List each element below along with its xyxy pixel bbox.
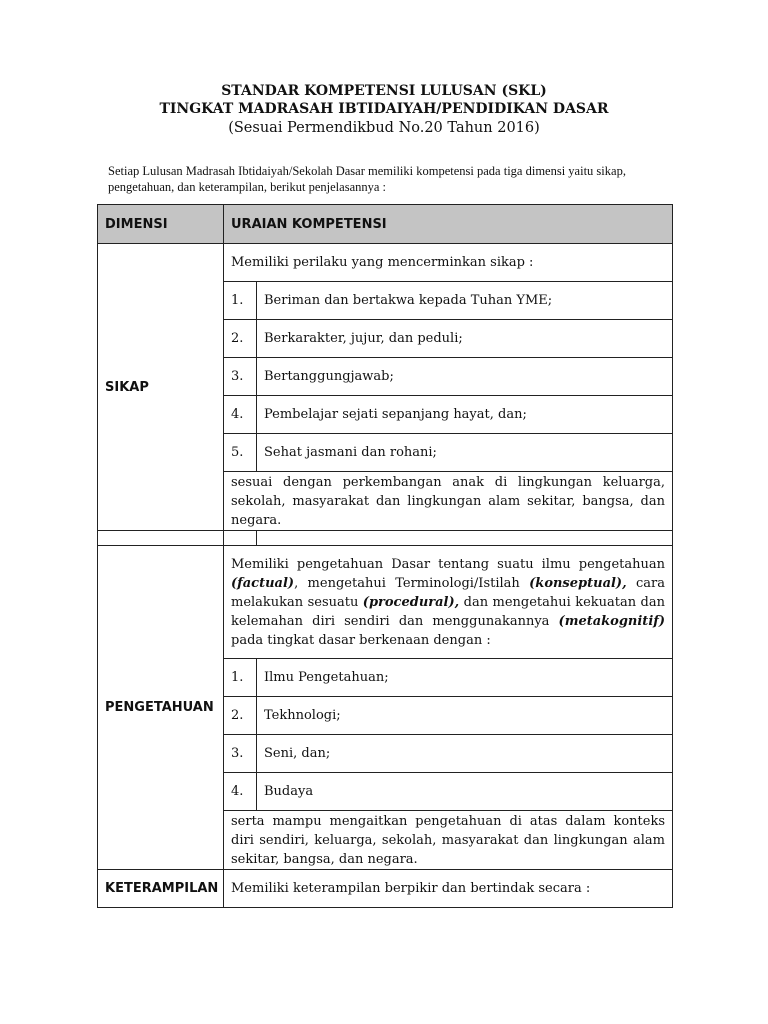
header-uraian: URAIAN KOMPETENSI (224, 205, 673, 244)
sikap-item-text: Beriman dan bertakwa kepada Tuhan YME; (257, 282, 673, 320)
keterampilan-lead: Memiliki keterampilan berpikir dan bertindak secara : (224, 870, 673, 908)
term-factual: (factual) (231, 575, 295, 591)
sikap-item-text: Sehat jasmani dan rohani; (257, 434, 673, 472)
spacer-cell (98, 531, 224, 546)
pengetahuan-item-num: 3. (224, 735, 257, 773)
spacer-cell (224, 531, 257, 546)
sikap-item-num: 3. (224, 358, 257, 396)
pengetahuan-lead: Memiliki pengetahuan Dasar tentang suatu ilmu pengetahuan (factual), mengetahui Terminologi/Istilah (konseptual), cara melakukan sesuatu (procedural), dan mengetahui kekuatan dan kelemahan diri sendiri dan menggunakannya (metakognitif) pada tingkat dasar berkenaan dengan : (224, 546, 673, 659)
term-procedural: (procedural), (362, 594, 460, 610)
term-konseptual: (konseptual), (529, 575, 627, 591)
doc-title-line1: STANDAR KOMPETENSI LULUSAN (SKL) (221, 83, 547, 99)
sikap-lead: Memiliki perilaku yang mencerminkan sikap : (224, 244, 673, 282)
sikap-item-text: Pembelajar sejati sepanjang hayat, dan; (257, 396, 673, 434)
sikap-item-text: Berkarakter, jujur, dan peduli; (257, 320, 673, 358)
skl-table (97, 204, 673, 908)
header-dimensi: DIMENSI (98, 205, 224, 244)
doc-title-line3: (Sesuai Permendikbud No.20 Tahun 2016) (228, 120, 540, 136)
sikap-closing: sesuai dengan perkembangan anak di lingkungan keluarga, sekolah, masyarakat dan lingkungan alam sekitar, bangsa, dan negara. (224, 472, 673, 531)
pengetahuan-item-text: Seni, dan; (257, 735, 673, 773)
spacer-cell (257, 531, 673, 546)
sikap-item-num: 5. (224, 434, 257, 472)
sikap-item-num: 2. (224, 320, 257, 358)
intro-paragraph: Setiap Lulusan Madrasah Ibtidaiyah/Sekolah Dasar memiliki kompetensi pada tiga dimensi yaitu sikap, pengetahuan, dan keterampilan, berikut penjelasannya : (108, 164, 626, 194)
pengetahuan-item-num: 2. (224, 697, 257, 735)
pengetahuan-item-text: Budaya (257, 773, 673, 811)
pengetahuan-item-text: Tekhnologi; (257, 697, 673, 735)
dimension-keterampilan: KETERAMPILAN (98, 870, 224, 908)
pengetahuan-item-num: 4. (224, 773, 257, 811)
pengetahuan-item-num: 1. (224, 659, 257, 697)
doc-title-line2: TINGKAT MADRASAH IBTIDAIYAH/PENDIDIKAN DASAR (159, 101, 609, 117)
pengetahuan-closing: serta mampu mengaitkan pengetahuan di atas dalam konteks diri sendiri, keluarga, sekolah, masyarakat dan lingkungan alam sekitar, bangsa, dan negara. (224, 811, 673, 870)
dimension-sikap: SIKAP (98, 244, 224, 531)
sikap-item-num: 4. (224, 396, 257, 434)
sikap-item-num: 1. (224, 282, 257, 320)
term-metakognitif: (metakognitif) (558, 613, 665, 629)
dimension-pengetahuan: PENGETAHUAN (98, 546, 224, 870)
pengetahuan-item-text: Ilmu Pengetahuan; (257, 659, 673, 697)
sikap-item-text: Bertanggungjawab; (257, 358, 673, 396)
